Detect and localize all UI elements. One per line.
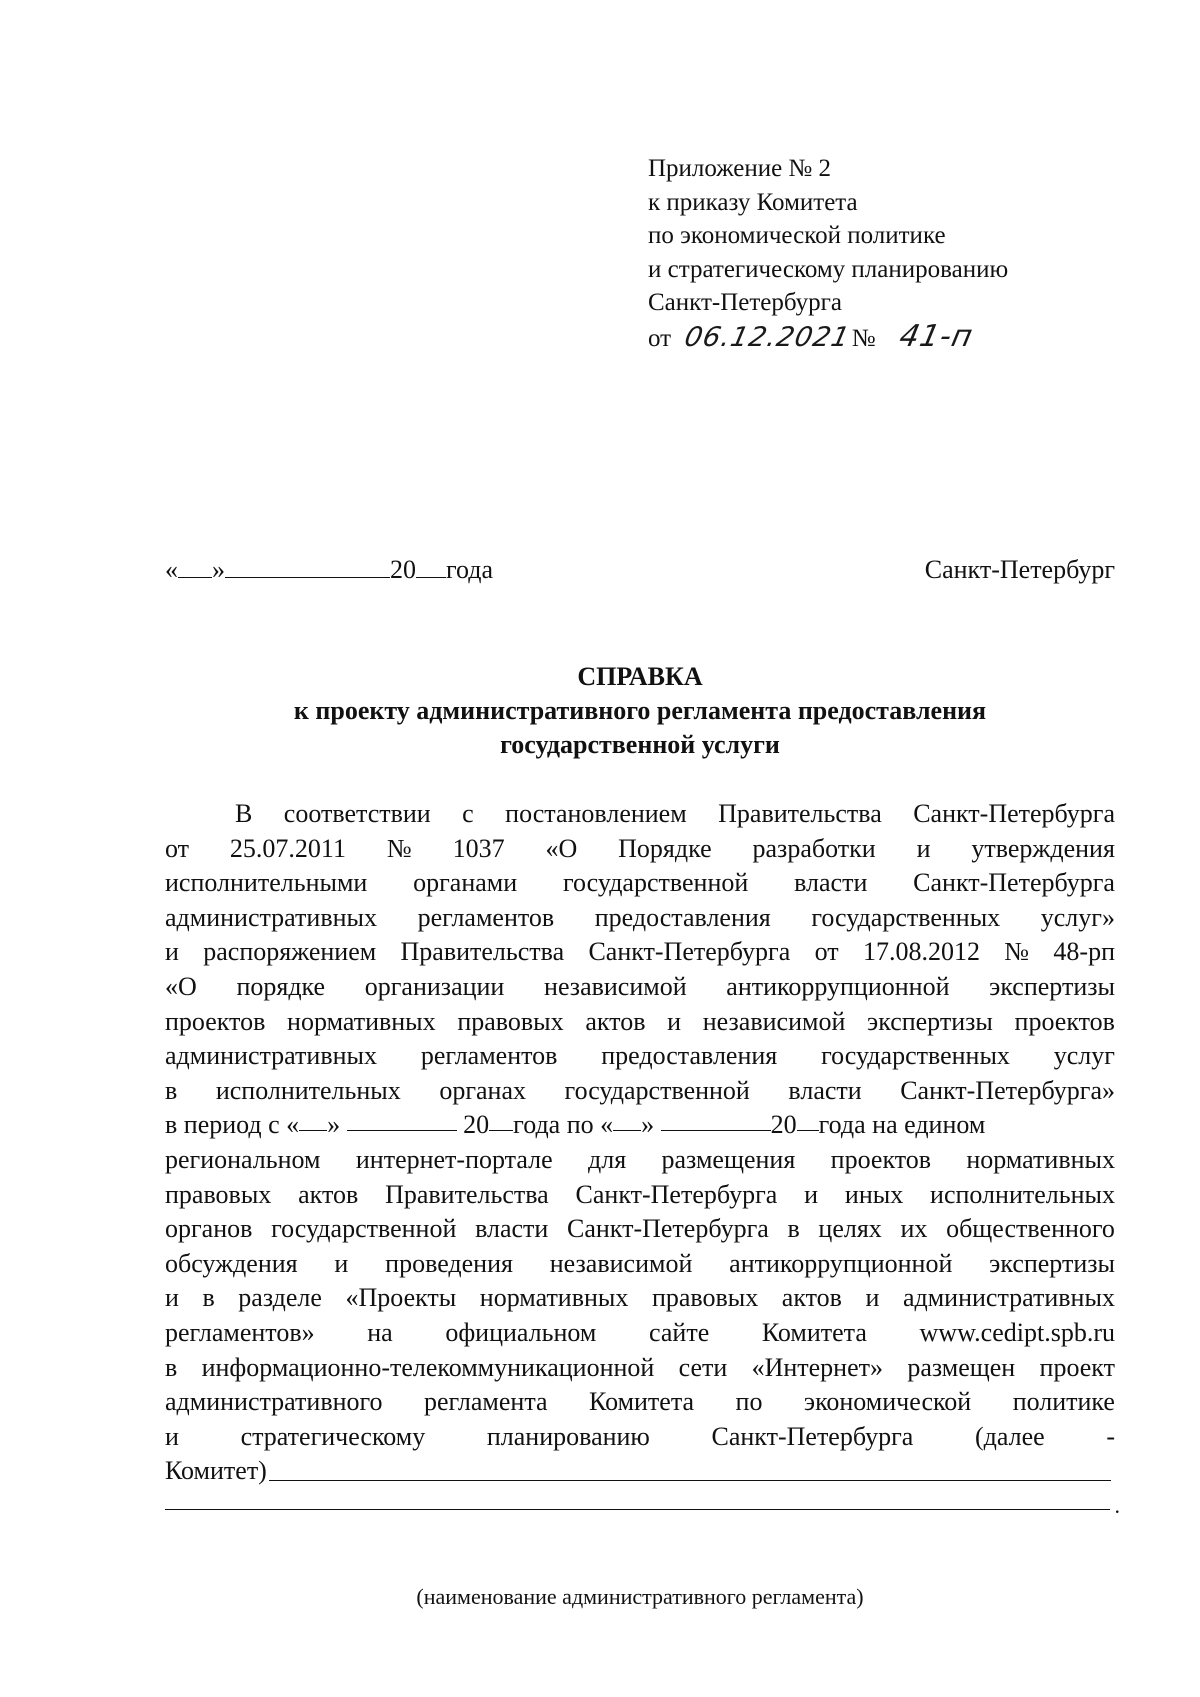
body-word: Санкт-Петербурга» xyxy=(900,1075,1115,1105)
body-word: постановлением xyxy=(505,799,687,828)
title-line: к проекту административного регламента предоставления xyxy=(293,696,987,725)
body-word: антикоррупционной xyxy=(729,1248,953,1278)
date-place-row xyxy=(165,555,1115,585)
date-blank xyxy=(165,555,493,585)
body-word: интернет-портале xyxy=(355,1144,553,1174)
body-line xyxy=(165,1039,1115,1074)
body-word: Санкт-Петербурга xyxy=(567,1214,769,1244)
committee-row xyxy=(165,1454,1115,1489)
body-word: на xyxy=(367,1317,393,1347)
period-text: года на едином xyxy=(818,1110,986,1140)
date-close-quote: » xyxy=(212,555,225,584)
day-blank xyxy=(178,555,212,578)
body-word: экспертизы xyxy=(989,1248,1115,1278)
body-word: разработки xyxy=(752,833,876,863)
body-word: порядке xyxy=(236,971,326,1001)
body-word: Санкт-Петербурга xyxy=(913,799,1115,828)
body-line xyxy=(165,797,1115,832)
body-word: распоряжением xyxy=(203,937,377,967)
body-word: экспертизы xyxy=(989,971,1115,1001)
body-word: актов xyxy=(585,1006,646,1036)
body-word: проектов xyxy=(1014,1006,1115,1036)
body-word: и xyxy=(165,1421,179,1451)
body-word: www.cedipt.spb.ru xyxy=(919,1317,1115,1347)
body-word: власти xyxy=(475,1214,549,1244)
period-text: года по « xyxy=(513,1110,614,1140)
body-line xyxy=(165,1281,1115,1316)
body-word: нормативных xyxy=(479,1283,629,1313)
body-word: целях xyxy=(818,1214,882,1244)
body-word: власти xyxy=(788,1075,862,1105)
body-word: Санкт-Петербурга xyxy=(575,1179,778,1209)
body-word: В xyxy=(235,799,253,828)
body-word: информационно-телекоммуникационной xyxy=(201,1352,655,1382)
body-word: «Интернет» xyxy=(751,1352,884,1382)
body-word: размещен xyxy=(907,1352,1016,1382)
title-line: государственной услуги xyxy=(500,730,780,759)
body-word: официальном xyxy=(445,1317,597,1347)
body-line xyxy=(165,1143,1115,1178)
body-word: административных xyxy=(902,1283,1115,1313)
document-body xyxy=(165,797,1120,1518)
body-line xyxy=(165,1351,1115,1386)
annex-line: Санкт-Петербурга xyxy=(648,289,843,316)
body-word: размещения xyxy=(661,1144,796,1174)
body-word: «О xyxy=(545,833,578,863)
city-label: Санкт-Петербург xyxy=(924,555,1115,584)
body-word: от xyxy=(814,937,839,967)
handwritten-number: 41-п xyxy=(895,318,976,354)
body-word: обсуждения xyxy=(165,1248,298,1278)
body-word: и xyxy=(165,937,179,967)
body-word: организации xyxy=(364,971,505,1001)
body-line xyxy=(165,1247,1115,1282)
body-word: услуг» xyxy=(1040,902,1115,932)
body-word: № xyxy=(1004,937,1030,967)
body-word: для xyxy=(587,1144,627,1174)
end-dot: . xyxy=(1114,1492,1120,1518)
month-blank xyxy=(225,555,390,578)
body-word: нормативных xyxy=(287,1006,436,1036)
body-line xyxy=(165,1420,1115,1455)
body-line xyxy=(165,1005,1115,1040)
period-row xyxy=(165,1108,1115,1143)
body-word: соответствии xyxy=(283,799,431,828)
body-word: государственной xyxy=(271,1214,457,1244)
body-word: исполнительных xyxy=(215,1075,401,1105)
body-word: правовых xyxy=(457,1006,564,1036)
body-word: и xyxy=(165,1283,179,1313)
body-word: исполнительных xyxy=(930,1179,1115,1209)
body-word: сети xyxy=(678,1352,728,1382)
body-word: предоставления xyxy=(594,902,771,932)
body-word: независимой xyxy=(702,1006,846,1036)
body-word: 1037 xyxy=(452,833,505,863)
body-word: регламентов» xyxy=(165,1317,315,1347)
body-word: № xyxy=(386,833,412,863)
body-word: в xyxy=(165,1075,178,1105)
body-word: власти xyxy=(794,868,868,898)
blank-field xyxy=(613,1108,641,1131)
body-line xyxy=(165,901,1115,936)
body-word: планированию xyxy=(486,1421,650,1451)
body-line xyxy=(165,1212,1115,1247)
period-text: в период с « xyxy=(165,1110,300,1140)
body-word: экспертизы xyxy=(867,1006,993,1036)
body-word: органах xyxy=(439,1075,526,1105)
body-word: услуг xyxy=(1053,1041,1115,1071)
blank-field xyxy=(299,1108,327,1131)
body-word: (далее xyxy=(974,1421,1045,1451)
body-word: Санкт-Петербурга xyxy=(913,868,1115,898)
body-word: и xyxy=(865,1283,880,1313)
body-line xyxy=(165,935,1115,970)
body-word: Правительства xyxy=(385,1179,549,1209)
number-label: № xyxy=(851,324,876,352)
body-line xyxy=(165,1385,1115,1420)
body-word: предоставления xyxy=(601,1041,778,1071)
body-word: утверждения xyxy=(971,833,1115,863)
body-word: и xyxy=(334,1248,349,1278)
body-word: проведения xyxy=(385,1248,513,1278)
annex-line: и стратегическому планированию xyxy=(648,255,1009,283)
body-word: в xyxy=(165,1352,178,1382)
blank-field xyxy=(269,1454,1111,1481)
period-text: 20 xyxy=(770,1110,797,1140)
body-word: с xyxy=(462,799,474,828)
body-word: государственной xyxy=(562,868,749,898)
body-word: административных xyxy=(165,1041,377,1071)
body-word: экономической xyxy=(803,1387,972,1417)
body-word: государственных xyxy=(811,902,1001,932)
body-word: органами xyxy=(413,868,518,898)
body-word: Комитета xyxy=(761,1317,867,1347)
body-word: Санкт-Петербурга xyxy=(588,937,791,967)
body-word: их xyxy=(900,1214,928,1244)
body-word: по xyxy=(735,1387,763,1417)
annex-order-ref xyxy=(648,320,1008,356)
blank-field xyxy=(347,1108,457,1131)
body-word: актов xyxy=(298,1179,359,1209)
body-word: регламентов xyxy=(420,1041,558,1071)
blank-line xyxy=(165,1489,1120,1518)
body-word: и xyxy=(916,833,931,863)
body-word: от xyxy=(165,833,190,863)
body-word: 25.07.2011 xyxy=(229,833,346,863)
annex-line: к приказу Комитета xyxy=(648,188,858,216)
body-word: общественного xyxy=(946,1214,1115,1244)
from-label: от xyxy=(648,324,672,352)
annex-line: Приложение № 2 xyxy=(648,155,832,182)
body-word: антикоррупционной xyxy=(726,971,950,1001)
body-word: и xyxy=(667,1006,682,1036)
body-line xyxy=(165,1178,1115,1213)
body-word: Комитета xyxy=(589,1387,695,1417)
body-line xyxy=(165,1074,1115,1109)
body-word: политике xyxy=(1012,1387,1115,1417)
year-suffix: года xyxy=(446,555,494,584)
body-line xyxy=(165,1316,1115,1351)
body-word: Правительства xyxy=(400,937,565,967)
body-line xyxy=(165,832,1115,867)
period-text: » xyxy=(641,1110,655,1140)
body-word: государственных xyxy=(821,1041,1010,1071)
body-word: правовых xyxy=(165,1179,272,1209)
body-word: органов xyxy=(165,1214,253,1244)
body-word: административных xyxy=(165,902,377,932)
blank-field xyxy=(797,1108,819,1131)
body-word: 48-рп xyxy=(1053,937,1115,967)
date-open-quote: « xyxy=(165,555,178,584)
body-word: нормативных xyxy=(966,1144,1115,1174)
handwritten-date: 06.12.2021 xyxy=(681,321,854,353)
body-word: Комитет) xyxy=(165,1456,267,1486)
body-word: Правительства xyxy=(718,799,882,828)
body-word: Санкт-Петербурга xyxy=(711,1421,914,1451)
body-word: 17.08.2012 xyxy=(862,937,980,967)
body-word: проектов xyxy=(830,1144,932,1174)
annex-block xyxy=(648,152,1008,355)
body-word: государственной xyxy=(564,1075,750,1105)
title-line: СПРАВКА xyxy=(577,662,703,691)
body-line xyxy=(165,970,1115,1005)
body-word: регламента xyxy=(424,1387,548,1417)
field-caption: (наименование административного регламента) xyxy=(416,1584,864,1609)
body-word: исполнительными xyxy=(165,868,368,898)
body-word: и xyxy=(804,1179,819,1209)
body-word: регламентов xyxy=(417,902,555,932)
body-word: административного xyxy=(165,1387,383,1417)
blank-field xyxy=(661,1108,771,1131)
body-word: «Проекты xyxy=(345,1283,457,1313)
body-word: правовых xyxy=(651,1283,759,1313)
body-word: «О xyxy=(165,971,197,1001)
annex-line: по экономической политике xyxy=(648,222,946,249)
body-word: - xyxy=(1106,1421,1115,1451)
body-word: актов xyxy=(781,1283,842,1313)
body-word: независимой xyxy=(544,971,687,1001)
body-word: проектов xyxy=(165,1006,266,1036)
body-word: региональном xyxy=(165,1144,321,1174)
body-word: Порядке xyxy=(618,833,712,863)
body-word: сайте xyxy=(649,1317,710,1347)
body-word: иных xyxy=(844,1179,904,1209)
body-line xyxy=(165,866,1115,901)
period-text: » xyxy=(327,1110,341,1140)
body-word: в xyxy=(202,1283,215,1313)
body-word: разделе xyxy=(238,1283,322,1313)
body-word: проект xyxy=(1039,1352,1115,1382)
period-text: 20 xyxy=(463,1110,490,1140)
year-blank xyxy=(416,555,446,578)
body-word: стратегическому xyxy=(240,1421,426,1451)
body-word: независимой xyxy=(549,1248,693,1278)
document-title xyxy=(165,660,1115,762)
body-word: в xyxy=(787,1214,800,1244)
blank-field xyxy=(489,1108,513,1131)
year-prefix: 20 xyxy=(390,555,416,584)
